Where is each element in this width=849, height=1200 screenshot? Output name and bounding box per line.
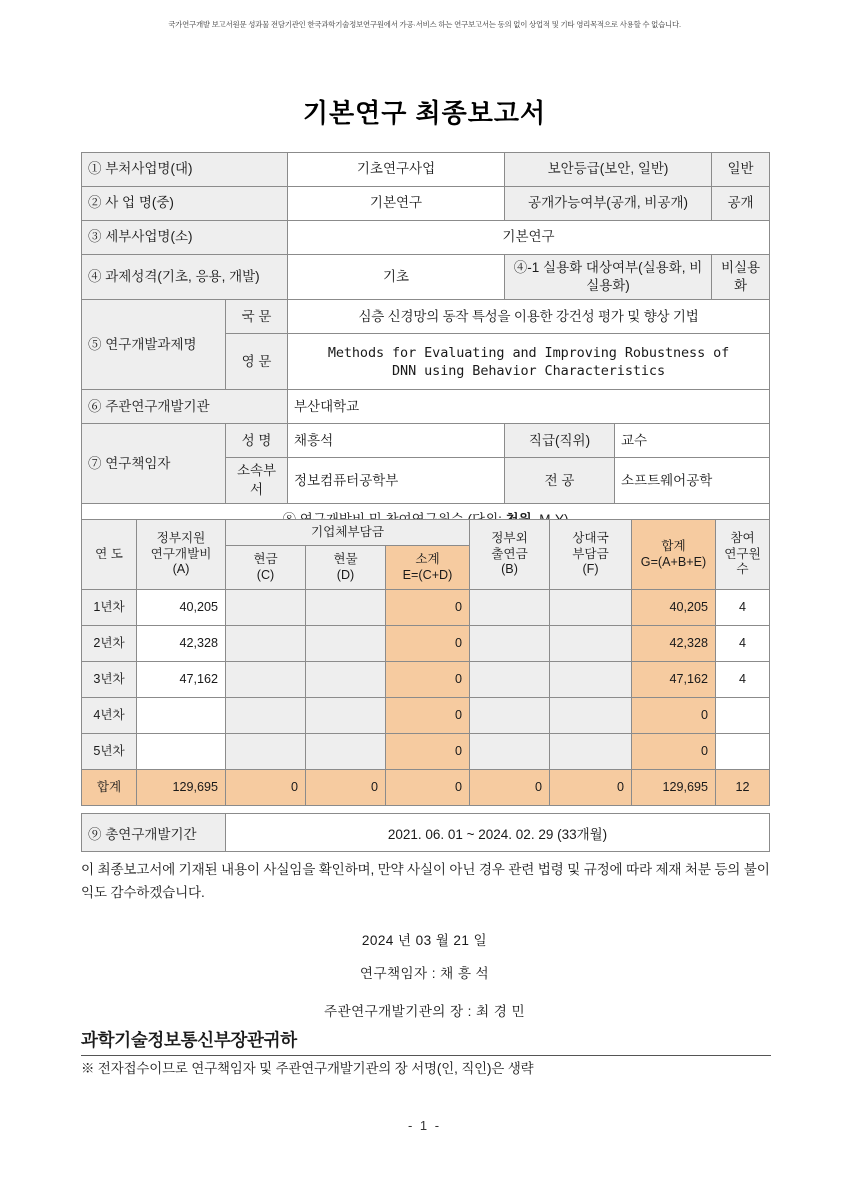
col-year-header: 연 도	[82, 520, 137, 590]
cell-inkind	[306, 662, 386, 698]
copyright-notice: 국가연구개발 보고서원문 성과물 전담기관인 한국과학기술정보연구원에서 가공·서비스 하는 연구보고서는 동의 없이 상업적 및 기타 영리목적으로 사용할 수 없습니다.	[168, 20, 681, 29]
col-gov-funding-line1: 정부지원	[156, 530, 206, 545]
cell-gov: 42,328	[137, 626, 226, 662]
subprogram-value: 기본연구	[288, 221, 770, 255]
cell-cash	[226, 698, 306, 734]
cell-cash	[226, 626, 306, 662]
col-cash-line1: 현금	[253, 551, 278, 566]
pi-major-value: 소프트웨어공학	[615, 458, 770, 503]
table-row	[82, 626, 770, 662]
col-subtotal-line2: E=(C+D)	[402, 567, 453, 582]
disclosure-value: 공개	[712, 187, 770, 221]
cell-inkind	[306, 698, 386, 734]
row-year: 1년차	[82, 590, 137, 626]
cell-nongov	[470, 590, 550, 626]
pi-name-label: 성 명	[226, 424, 288, 458]
project-type-value: 기초	[288, 255, 505, 300]
ministry-program-label: ① 부처사업명(대)	[82, 153, 288, 187]
col-researchers-header	[716, 520, 770, 590]
period-label: ⑨ 총연구개발기간	[82, 814, 226, 852]
cell-total: 40,205	[632, 590, 716, 626]
signature-pi: 연구책임자 : 채 흥 석	[359, 966, 490, 981]
project-info-table	[81, 152, 770, 538]
table-row	[82, 814, 770, 852]
total-cash: 0	[226, 770, 306, 806]
cell-partner	[550, 662, 632, 698]
host-institution-label: ⑥ 주관연구개발기관	[82, 390, 288, 424]
cell-cash	[226, 590, 306, 626]
row-year: 5년차	[82, 734, 137, 770]
budget-header-row-1	[82, 520, 770, 546]
col-researchers-line1: 참여	[730, 530, 755, 545]
table-row	[82, 255, 770, 300]
submission-note: ※ 전자접수이므로 연구책임자 및 주관연구개발기관의 장 서명(인, 직인)은 생략	[81, 1061, 534, 1076]
col-inkind-line2: (D)	[336, 567, 355, 582]
subprogram-label: ③ 세부사업명(소)	[82, 221, 288, 255]
project-title-en-label: 영 문	[226, 334, 288, 390]
cell-nongov	[470, 662, 550, 698]
cell-researchers: 4	[716, 590, 770, 626]
cell-total: 47,162	[632, 662, 716, 698]
cell-cash	[226, 662, 306, 698]
project-title-en-line2: DNN using Behavior Characteristics	[392, 362, 665, 379]
project-title-en-value	[288, 334, 770, 390]
pi-major-label: 전 공	[505, 458, 615, 503]
col-gov-funding-header	[137, 520, 226, 590]
col-nongov-line1: 정부외	[491, 530, 528, 545]
cell-subtotal: 0	[386, 662, 470, 698]
period-table	[81, 813, 770, 852]
signature-date: 2024 년 03 월 21 일	[361, 933, 488, 948]
cell-researchers	[716, 734, 770, 770]
total-subtotal: 0	[386, 770, 470, 806]
minister-honorific: 귀하	[263, 1030, 297, 1050]
table-row	[82, 300, 770, 334]
row-year: 2년차	[82, 626, 137, 662]
col-cash-header	[226, 546, 306, 590]
period-value: 2021. 06. 01 ~ 2024. 02. 29 (33개월)	[226, 814, 770, 852]
col-partner-header	[550, 520, 632, 590]
cell-partner	[550, 698, 632, 734]
cell-researchers	[716, 698, 770, 734]
signature-org-head: 주관연구개발기관의 장 : 최 경 민	[324, 1004, 525, 1019]
cell-partner	[550, 626, 632, 662]
budget-total-row	[82, 770, 770, 806]
cell-partner	[550, 590, 632, 626]
pi-position-label: 직급(직위)	[505, 424, 615, 458]
table-row	[82, 662, 770, 698]
page-title: 기본연구 최종보고서	[302, 98, 547, 128]
col-total-header	[632, 520, 716, 590]
cell-gov	[137, 734, 226, 770]
col-researchers-line2: 연구원수	[724, 546, 761, 577]
cell-inkind	[306, 734, 386, 770]
cell-partner	[550, 734, 632, 770]
table-row	[82, 698, 770, 734]
col-partner-line3: (F)	[582, 562, 599, 577]
total-researchers: 12	[716, 770, 770, 806]
col-gov-funding-line3: (A)	[172, 562, 190, 577]
cell-nongov	[470, 734, 550, 770]
cell-gov: 47,162	[137, 662, 226, 698]
col-nongov-line2: 출연금	[491, 546, 528, 561]
page-number: - 1 -	[407, 1118, 442, 1133]
cell-nongov	[470, 626, 550, 662]
minister-addressee	[81, 1027, 771, 1056]
total-total: 129,695	[632, 770, 716, 806]
col-partner-line1: 상대국	[572, 530, 609, 545]
total-inkind: 0	[306, 770, 386, 806]
pi-dept-value: 정보컴퓨터공학부	[288, 458, 505, 503]
row-year: 3년차	[82, 662, 137, 698]
budget-table	[81, 519, 770, 806]
commercialization-label: ④-1 실용화 대상여부(실용화, 비실용화)	[505, 255, 712, 300]
program-name-label: ② 사 업 명(중)	[82, 187, 288, 221]
table-row	[82, 153, 770, 187]
pi-dept-label: 소속부서	[226, 458, 288, 503]
col-subtotal-header	[386, 546, 470, 590]
cell-inkind	[306, 626, 386, 662]
col-partner-line2: 부담금	[572, 546, 609, 561]
total-row-year: 합계	[82, 770, 137, 806]
cell-subtotal: 0	[386, 590, 470, 626]
cell-total: 0	[632, 734, 716, 770]
disclosure-label: 공개가능여부(공개, 비공개)	[505, 187, 712, 221]
table-row	[82, 221, 770, 255]
cell-subtotal: 0	[386, 626, 470, 662]
col-nongov-header	[470, 520, 550, 590]
col-inkind-line1: 현물	[333, 551, 358, 566]
security-grade-label: 보안등급(보안, 일반)	[505, 153, 712, 187]
project-title-en-line1: Methods for Evaluating and Improving Robustness of	[327, 344, 730, 361]
total-nongov: 0	[470, 770, 550, 806]
col-inkind-header	[306, 546, 386, 590]
cell-researchers: 4	[716, 662, 770, 698]
table-row	[82, 734, 770, 770]
project-title-ko-value: 심층 신경망의 동작 특성을 이용한 강건성 평가 및 향상 기법	[288, 300, 770, 334]
col-company-group-header: 기업체부담금	[226, 520, 470, 546]
program-name-value: 기본연구	[288, 187, 505, 221]
security-grade-value: 일반	[712, 153, 770, 187]
pi-position-value: 교수	[615, 424, 770, 458]
commercialization-value: 비실용화	[712, 255, 770, 300]
cell-subtotal: 0	[386, 734, 470, 770]
col-nongov-line3: (B)	[501, 562, 518, 577]
cell-gov	[137, 698, 226, 734]
host-institution-value: 부산대학교	[288, 390, 770, 424]
declaration-text: 이 최종보고서에 기재된 내용이 사실임을 확인하며, 만약 사실이 아닌 경우 관련 법령 및 규정에 따라 제재 처분 등의 불이익도 감수하겠습니다.	[81, 862, 770, 901]
minister-name: 과학기술정보통신부장관	[81, 1030, 264, 1050]
project-type-label: ④ 과제성격(기초, 응용, 개발)	[82, 255, 288, 300]
pi-label: ⑦ 연구책임자	[82, 424, 226, 503]
table-row	[82, 590, 770, 626]
cell-subtotal: 0	[386, 698, 470, 734]
pi-name-value: 채흥석	[288, 424, 505, 458]
cell-inkind	[306, 590, 386, 626]
project-title-label: ⑤ 연구개발과제명	[82, 300, 226, 390]
col-subtotal-line1: 소계	[415, 551, 440, 566]
cell-cash	[226, 734, 306, 770]
table-row	[82, 390, 770, 424]
table-row	[82, 187, 770, 221]
col-total-line2: G=(A+B+E)	[640, 554, 707, 569]
cell-nongov	[470, 698, 550, 734]
cell-researchers: 4	[716, 626, 770, 662]
cell-total: 0	[632, 698, 716, 734]
row-year: 4년차	[82, 698, 137, 734]
cell-gov: 40,205	[137, 590, 226, 626]
table-row	[82, 424, 770, 458]
project-title-ko-label: 국 문	[226, 300, 288, 334]
total-gov: 129,695	[137, 770, 226, 806]
ministry-program-value: 기초연구사업	[288, 153, 505, 187]
cell-total: 42,328	[632, 626, 716, 662]
col-cash-line2: (C)	[256, 567, 275, 582]
col-gov-funding-line2: 연구개발비	[150, 546, 212, 561]
total-partner: 0	[550, 770, 632, 806]
col-total-line1: 합계	[661, 538, 686, 553]
